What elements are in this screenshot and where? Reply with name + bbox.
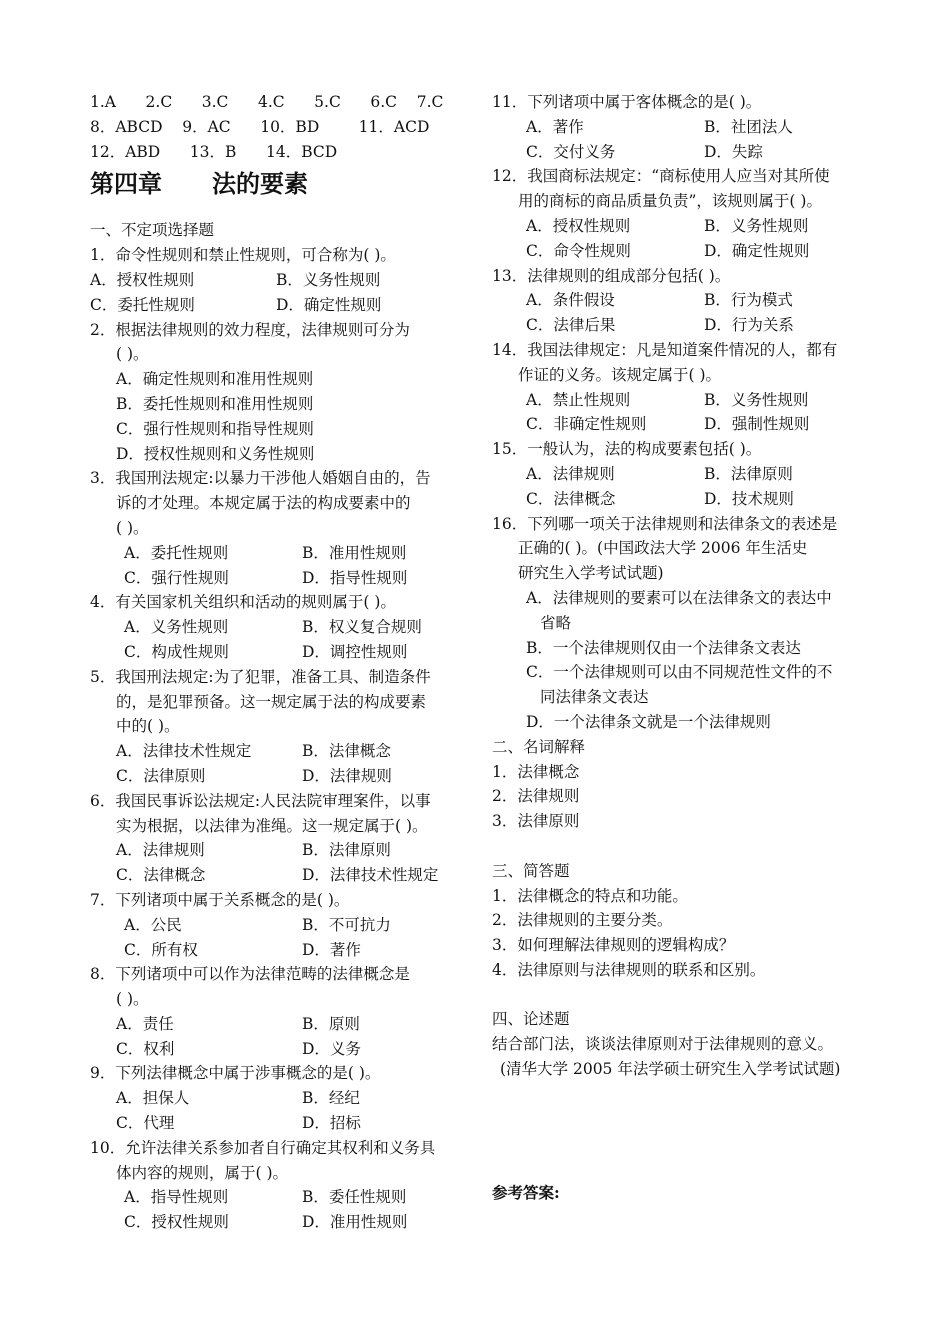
- option: C．强行性规则: [124, 568, 229, 587]
- option: C．命令性规则: [526, 241, 631, 260]
- question-stem: 12．我国商标法规定：“商标使用人应当对其所使: [492, 167, 830, 186]
- option: D．技术规则: [704, 489, 794, 508]
- option: D．法律规则: [302, 766, 392, 785]
- option-row: [90, 566, 462, 591]
- option: D．指导性规则: [302, 568, 408, 587]
- option: B．委任性规则: [302, 1188, 407, 1207]
- option: D．授权性规则和义务性规则: [116, 444, 315, 463]
- term-item: 1．法律概念: [492, 762, 580, 781]
- option: A．法律规则: [116, 841, 205, 860]
- option: A．法律规则: [526, 464, 615, 483]
- section-title: 二、名词解释: [492, 737, 586, 756]
- previous-answers-line: 1.A 2.C 3.C 4.C 5.C 6.C 7.C: [90, 93, 444, 111]
- question-stem: 15．一般认为，法的构成要素包括( )。: [492, 440, 762, 459]
- option: A．法律规则的要素可以在法律条文的表达中: [526, 588, 832, 607]
- option: D．确定性规则: [704, 241, 810, 260]
- option: A．授权性规则: [526, 216, 631, 235]
- option: D．行为关系: [704, 316, 794, 335]
- option-row: [492, 214, 866, 239]
- option: D．义务: [302, 1039, 361, 1058]
- option: B．不可抗力: [302, 915, 391, 934]
- option: B．义务性规则: [704, 216, 809, 235]
- option-row: [90, 541, 462, 566]
- previous-answers-line: 8．ABCD 9．AC 10．BD 11．ACD: [90, 117, 430, 136]
- option-row: [90, 1012, 462, 1037]
- option-row: [90, 1185, 462, 1210]
- option-row: [90, 1037, 462, 1062]
- option: A．条件假设: [526, 291, 615, 310]
- option-row: [90, 268, 462, 293]
- question-stem: 14．我国法律规定：凡是知道案件情况的人，都有: [492, 340, 838, 359]
- option: B．义务性规则: [276, 270, 381, 289]
- option: B．法律原则: [704, 464, 793, 483]
- option: C．构成性规则: [124, 642, 229, 661]
- question-stem: 诉的才处理。本规定属于法的构成要素中的: [116, 494, 411, 513]
- question-q9: [90, 1061, 462, 1135]
- option: C．所有权: [124, 940, 198, 959]
- option-row: [492, 140, 866, 165]
- question-stem: 实为根据，以法律为准绳。这一规定属于( )。: [116, 816, 428, 835]
- short-answer-item: 3．如何理解法律规则的逻辑构成？: [492, 936, 735, 955]
- chapter-heading: [90, 168, 462, 208]
- option-row: [90, 938, 462, 963]
- section-title: 三、简答题: [492, 861, 570, 880]
- question-q7: [90, 888, 462, 962]
- option-row: [492, 388, 866, 413]
- question-q3: [90, 466, 462, 590]
- question-stem: 的，是犯罪预备。这一规定属于法的构成要素: [116, 692, 427, 711]
- question-stem: 用的商标的商品质量负责”，该规则属于( )。: [518, 192, 822, 211]
- section-title: 一、不定项选择题: [90, 221, 215, 240]
- question-q14: [492, 338, 866, 437]
- option-row: [90, 1086, 462, 1111]
- option: D．准用性规则: [302, 1213, 408, 1232]
- short-answer-item: 2．法律规则的主要分类。: [492, 911, 673, 930]
- option: B．社团法人: [704, 117, 793, 136]
- option: B．一个法律规则仅由一个法律条文表达: [526, 638, 801, 657]
- question-stem: 正确的( )。(中国政法大学 2006 年生活史: [518, 539, 808, 558]
- option-row: [90, 739, 462, 764]
- option: A．义务性规则: [124, 618, 229, 637]
- option-row: [492, 462, 866, 487]
- option: C．法律概念: [526, 489, 616, 508]
- previous-answers-line: 12．ABD 13．B 14．BCD: [90, 142, 338, 161]
- question-stem: ( )。: [116, 990, 149, 1009]
- option-row: [90, 640, 462, 665]
- option-row: [492, 288, 866, 313]
- question-stem: 9．下列法律概念中属于涉事概念的是( )。: [90, 1064, 381, 1083]
- question-q1: [90, 243, 462, 317]
- option: C．授权性规则: [124, 1213, 229, 1232]
- option: D．调控性规则: [302, 642, 408, 661]
- option: D．著作: [302, 940, 361, 959]
- option-row: [492, 412, 866, 437]
- option-row: [90, 838, 462, 863]
- option-row: [90, 615, 462, 640]
- question-stem: 体内容的规则，属于( )。: [116, 1163, 289, 1182]
- question-stem: 11．下列诸项中属于客体概念的是( )。: [492, 93, 762, 111]
- option: A．著作: [526, 117, 584, 136]
- questions-left: [90, 243, 462, 1235]
- option-row: [90, 1210, 462, 1235]
- right-column: [492, 90, 866, 1206]
- option: D．确定性规则: [276, 295, 382, 314]
- option-row: [90, 764, 462, 789]
- option: A．指导性规则: [124, 1188, 229, 1207]
- question-stem: 5．我国刑法规定:为了犯罪，准备工具、制造条件: [90, 667, 431, 686]
- option: C．法律后果: [526, 316, 616, 335]
- option: B．权义复合规则: [302, 618, 422, 637]
- option: A．委托性规则: [124, 543, 229, 562]
- question-stem: 7．下列诸项中属于关系概念的是( )。: [90, 890, 350, 909]
- short-answer-item: 4．法律原则与法律规则的联系和区别。: [492, 960, 766, 979]
- question-stem: 作证的义务。该规定属于( )。: [518, 365, 722, 384]
- question-stem: 研究生入学考试试题): [518, 564, 664, 583]
- option: C．非确定性规则: [526, 415, 647, 434]
- option: A．责任: [116, 1014, 174, 1033]
- question-q10: [90, 1136, 462, 1235]
- option: B．法律原则: [302, 841, 391, 860]
- option: C．交付义务: [526, 142, 616, 161]
- option: A．授权性规则: [90, 270, 195, 289]
- option: A．公民: [124, 915, 182, 934]
- questions-right: [492, 90, 866, 735]
- essay-line: 结合部门法，谈谈法律原则对于法律规则的意义。: [492, 1035, 834, 1054]
- question-stem: ( )。: [116, 345, 149, 364]
- section-title: 四、论述题: [492, 1010, 570, 1029]
- question-q8: [90, 962, 462, 1061]
- option: C．权利: [116, 1039, 175, 1058]
- reference-answers-label: 参考答案:: [492, 1182, 560, 1202]
- question-stem: 4．有关国家机关组织和活动的规则属于( )。: [90, 593, 396, 612]
- question-q16: [492, 512, 866, 735]
- option-row: [90, 863, 462, 888]
- option: C．法律概念: [116, 866, 206, 885]
- option: C．一个法律规则可以由不同规范性文件的不: [526, 663, 833, 682]
- option: B．准用性规则: [302, 543, 407, 562]
- option-row: [492, 239, 866, 264]
- left-column: [90, 90, 462, 1235]
- option: C．法律原则: [116, 766, 206, 785]
- option-row: [90, 1111, 462, 1136]
- question-q4: [90, 590, 462, 664]
- option: D．招标: [302, 1114, 361, 1133]
- question-q11: [492, 90, 866, 164]
- question-stem: 1．命令性规则和禁止性规则，可合称为( )。: [90, 246, 396, 265]
- option-row: [90, 293, 462, 318]
- option: B．原则: [302, 1014, 360, 1033]
- question-q2: [90, 318, 462, 467]
- question-q13: [492, 264, 866, 338]
- question-stem: 8．下列诸项中可以作为法律范畴的法律概念是: [90, 965, 410, 984]
- option-row: [90, 913, 462, 938]
- option: D．法律技术性规定: [302, 866, 439, 885]
- option: A．担保人: [116, 1089, 190, 1108]
- option: D．一个法律条文就是一个法律规则: [526, 712, 771, 731]
- option: B．经纪: [302, 1089, 360, 1108]
- option: D．强制性规则: [704, 415, 810, 434]
- term-item: 2．法律规则: [492, 787, 580, 806]
- option-row: [492, 313, 866, 338]
- option: C．代理: [116, 1114, 175, 1133]
- chapter-title: 法的要素: [212, 170, 308, 199]
- option: 同法律条文表达: [540, 688, 649, 707]
- option: C．委托性规则: [90, 295, 195, 314]
- question-stem: 中的( )。: [116, 717, 180, 736]
- question-stem: ( )。: [116, 518, 149, 537]
- option-row: [492, 115, 866, 140]
- question-stem: 10．允许法律关系参加者自行确定其权利和义务具: [90, 1138, 436, 1157]
- option: C．强行性规则和指导性规则: [116, 419, 314, 438]
- option: A．确定性规则和准用性规则: [116, 370, 314, 389]
- option: B．义务性规则: [704, 390, 809, 409]
- option: D．失踪: [704, 142, 763, 161]
- option: B．法律概念: [302, 742, 391, 761]
- chapter-number: 第四章: [90, 170, 162, 199]
- question-stem: 3．我国刑法规定:以暴力干涉他人婚姻自由的，告: [90, 469, 431, 488]
- option: A．禁止性规则: [526, 390, 631, 409]
- essay-line: (清华大学 2005 年法学硕士研究生入学考试试题): [500, 1060, 841, 1079]
- question-q6: [90, 789, 462, 888]
- question-stem: 6．我国民事诉讼法规定:人民法院审理案件，以事: [90, 791, 431, 810]
- option: B．委托性规则和准用性规则: [116, 394, 314, 413]
- question-q15: [492, 437, 866, 511]
- option: 省略: [540, 613, 572, 632]
- option-row: [492, 487, 866, 512]
- term-item: 3．法律原则: [492, 812, 580, 831]
- short-answer-item: 1．法律概念的特点和功能。: [492, 886, 688, 905]
- question-stem: 13．法律规则的组成部分包括( )。: [492, 266, 731, 285]
- option: B．行为模式: [704, 291, 793, 310]
- question-stem: 16．下列哪一项关于法律规则和法律条文的表述是: [492, 514, 838, 533]
- question-q12: [492, 164, 866, 263]
- question-q5: [90, 665, 462, 789]
- option: A．法律技术性规定: [116, 742, 252, 761]
- question-stem: 2．根据法律规则的效力程度，法律规则可分为: [90, 320, 410, 339]
